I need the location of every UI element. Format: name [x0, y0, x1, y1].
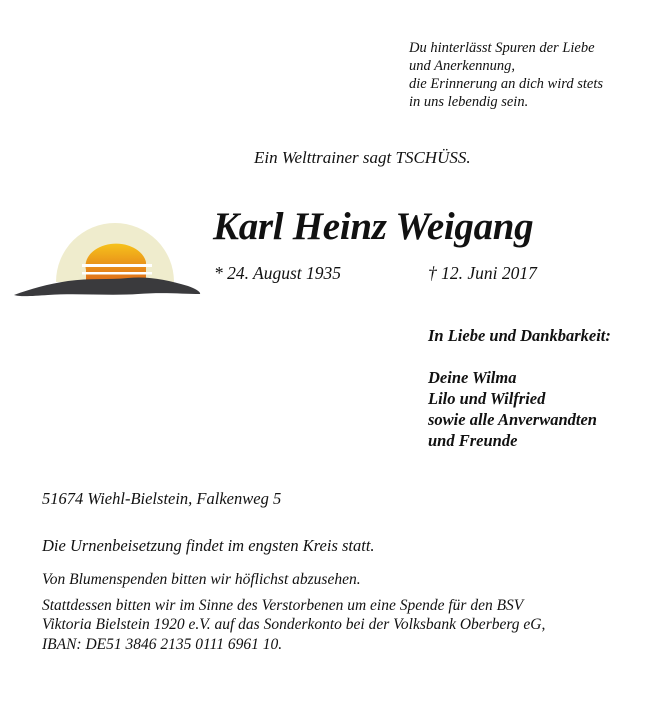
- birth-date: * 24. August 1935: [214, 263, 342, 283]
- donation-notes: [42, 570, 545, 654]
- mourners-block: [428, 325, 611, 451]
- verse-line: Du hinterlässt Spuren der Liebe: [409, 40, 595, 56]
- burial-note: Die Urnenbeisetzung findet im engsten Kreis statt.: [42, 536, 375, 555]
- donation-line: Stattdessen bitten wir im Sinne des Verstorbenen um eine Spende für den BSV: [42, 596, 524, 614]
- verse-line: die Erinnerung an dich wird stets: [409, 76, 603, 92]
- mourner-name: und Freunde: [428, 431, 518, 450]
- mourners-heading: In Liebe und Dankbarkeit:: [428, 326, 611, 345]
- farewell-line: Ein Welttrainer sagt TSCHÜSS.: [254, 148, 471, 167]
- mourner-name: sowie alle Anverwandten: [428, 410, 597, 429]
- mourner-name: Lilo und Wilfried: [428, 389, 546, 408]
- death-date: † 12. Juni 2017: [428, 263, 537, 283]
- memorial-verse: [409, 39, 603, 111]
- deceased-name: Karl Heinz Weigang: [213, 205, 534, 248]
- verse-line: und Anerkennung,: [409, 58, 516, 74]
- verse-line: in uns lebendig sein.: [409, 94, 529, 110]
- sunset-icon: [8, 202, 208, 320]
- mourner-name: Deine Wilma: [428, 368, 517, 387]
- flowers-note: Von Blumenspenden bitten wir höflichst abzusehen.: [42, 571, 361, 588]
- donation-line: Viktoria Bielstein 1920 e.V. auf das Sonderkonto bei der Volksbank Oberberg eG,: [42, 616, 546, 633]
- sun-stripe: [82, 272, 152, 275]
- sun-stripe: [82, 264, 152, 267]
- donation-line: IBAN: DE51 3846 2135 0111 6961 10.: [42, 635, 283, 653]
- family-address: 51674 Wiehl-Bielstein, Falkenweg 5: [42, 489, 282, 508]
